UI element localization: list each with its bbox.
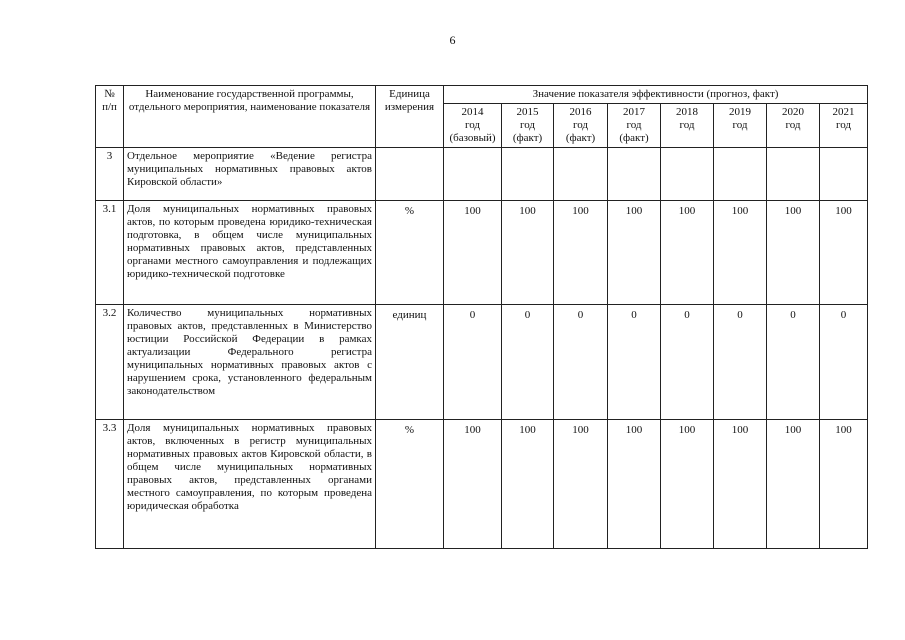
- value-cell: 0: [608, 305, 661, 420]
- header-year-line2: год: [464, 119, 481, 131]
- header-year-line3: (факт): [565, 132, 596, 144]
- header-year-line2: год: [572, 119, 589, 131]
- value-cell: 100: [767, 201, 820, 305]
- row-number: 3.2: [96, 305, 124, 420]
- header-year-2014: [444, 104, 502, 148]
- value-cell: 100: [554, 201, 608, 305]
- value-cell: 100: [502, 420, 554, 549]
- header-year-line3: (базовый): [449, 132, 496, 144]
- header-num: № п/п: [96, 86, 124, 148]
- value-cell: [608, 148, 661, 201]
- header-year-2017: [608, 104, 661, 148]
- value-cell: [502, 148, 554, 201]
- value-cell: 0: [554, 305, 608, 420]
- value-cell: [714, 148, 767, 201]
- header-year-line3: (факт): [512, 132, 543, 144]
- value-cell: 100: [444, 420, 502, 549]
- unit-cell: [376, 148, 444, 201]
- value-cell: 0: [502, 305, 554, 420]
- value-cell: [444, 148, 502, 201]
- header-values: Значение показателя эффективности (прогноз, факт): [444, 86, 868, 104]
- row-number: 3.3: [96, 420, 124, 549]
- value-cell: 100: [714, 201, 767, 305]
- value-cell: 100: [820, 201, 868, 305]
- header-year-line2: год: [732, 119, 748, 131]
- value-cell: 0: [767, 305, 820, 420]
- header-year-2021: [820, 104, 868, 148]
- row-number: 3.1: [96, 201, 124, 305]
- table-row: [96, 148, 868, 201]
- header-year-year: 2021: [832, 106, 855, 118]
- value-cell: 100: [444, 201, 502, 305]
- header-year-line2: год: [626, 119, 642, 131]
- header-unit: Единица измерения: [376, 86, 444, 148]
- value-cell: 0: [444, 305, 502, 420]
- header-year-year: 2020: [782, 106, 804, 118]
- value-cell: [820, 148, 868, 201]
- table-row: [96, 420, 868, 549]
- value-cell: 0: [714, 305, 767, 420]
- value-cell: 100: [502, 201, 554, 305]
- row-number: 3: [96, 148, 124, 201]
- value-cell: [767, 148, 820, 201]
- table-row: [96, 201, 868, 305]
- value-cell: [554, 148, 608, 201]
- indicator-name: Отдельное мероприятие «Ведение регистра муниципальных нормативных правовых актов Кировской области»: [124, 148, 376, 201]
- indicator-name: Доля муниципальных нормативных правовых актов, по которым проведена юридико-техническая подготовка, в общем числе муниципальных нормативных правовых актов, представленных органами местного самоуправления и подлежащих юридико-технической подготовке: [124, 201, 376, 305]
- indicators-table: [95, 85, 868, 549]
- header-year-2018: [661, 104, 714, 148]
- value-cell: 100: [714, 420, 767, 549]
- table-row: [96, 305, 868, 420]
- value-cell: 100: [608, 201, 661, 305]
- header-year-2019: [714, 104, 767, 148]
- value-cell: 100: [608, 420, 661, 549]
- header-year-year: 2017: [623, 106, 645, 118]
- value-cell: 100: [767, 420, 820, 549]
- header-year-line2: год: [679, 119, 695, 131]
- header-year-year: 2018: [676, 106, 698, 118]
- page-number: 6: [449, 33, 456, 47]
- value-cell: 100: [661, 420, 714, 549]
- unit-cell: %: [376, 420, 444, 549]
- header-year-2020: [767, 104, 820, 148]
- value-cell: 0: [661, 305, 714, 420]
- value-cell: 0: [820, 305, 868, 420]
- header-year-2015: [502, 104, 554, 148]
- header-year-line2: год: [519, 119, 536, 131]
- value-cell: 100: [554, 420, 608, 549]
- header-year-line2: год: [836, 119, 852, 131]
- unit-cell: единиц: [376, 305, 444, 420]
- indicator-name: Количество муниципальных нормативных правовых актов, представленных в Министерство юстиции Российской Федерации в рамках актуализации Федерального регистра муниципальных нормативных правовых актов с нарушением срока, установленного федеральным законодательством: [124, 305, 376, 420]
- value-cell: 100: [820, 420, 868, 549]
- header-year-line2: год: [785, 119, 801, 131]
- header-name: Наименование государственной программы, отдельного мероприятия, наименование показателя: [124, 86, 376, 148]
- header-year-year: 2014: [461, 106, 484, 118]
- header-year-year: 2016: [569, 106, 592, 118]
- value-cell: 100: [661, 201, 714, 305]
- header-year-year: 2019: [729, 106, 751, 118]
- header-row-1: [96, 86, 868, 104]
- indicator-name: Доля муниципальных нормативных правовых актов, включенных в регистр муниципальных нормативных правовых актов Кировской области, в общем числе муниципальных нормативных правовых актов, представленных органами местного самоуправления, по которым проведена юридическая обработка: [124, 420, 376, 549]
- header-year-year: 2015: [516, 106, 539, 118]
- unit-cell: %: [376, 201, 444, 305]
- header-year-2016: [554, 104, 608, 148]
- header-year-line3: (факт): [619, 132, 649, 144]
- value-cell: [661, 148, 714, 201]
